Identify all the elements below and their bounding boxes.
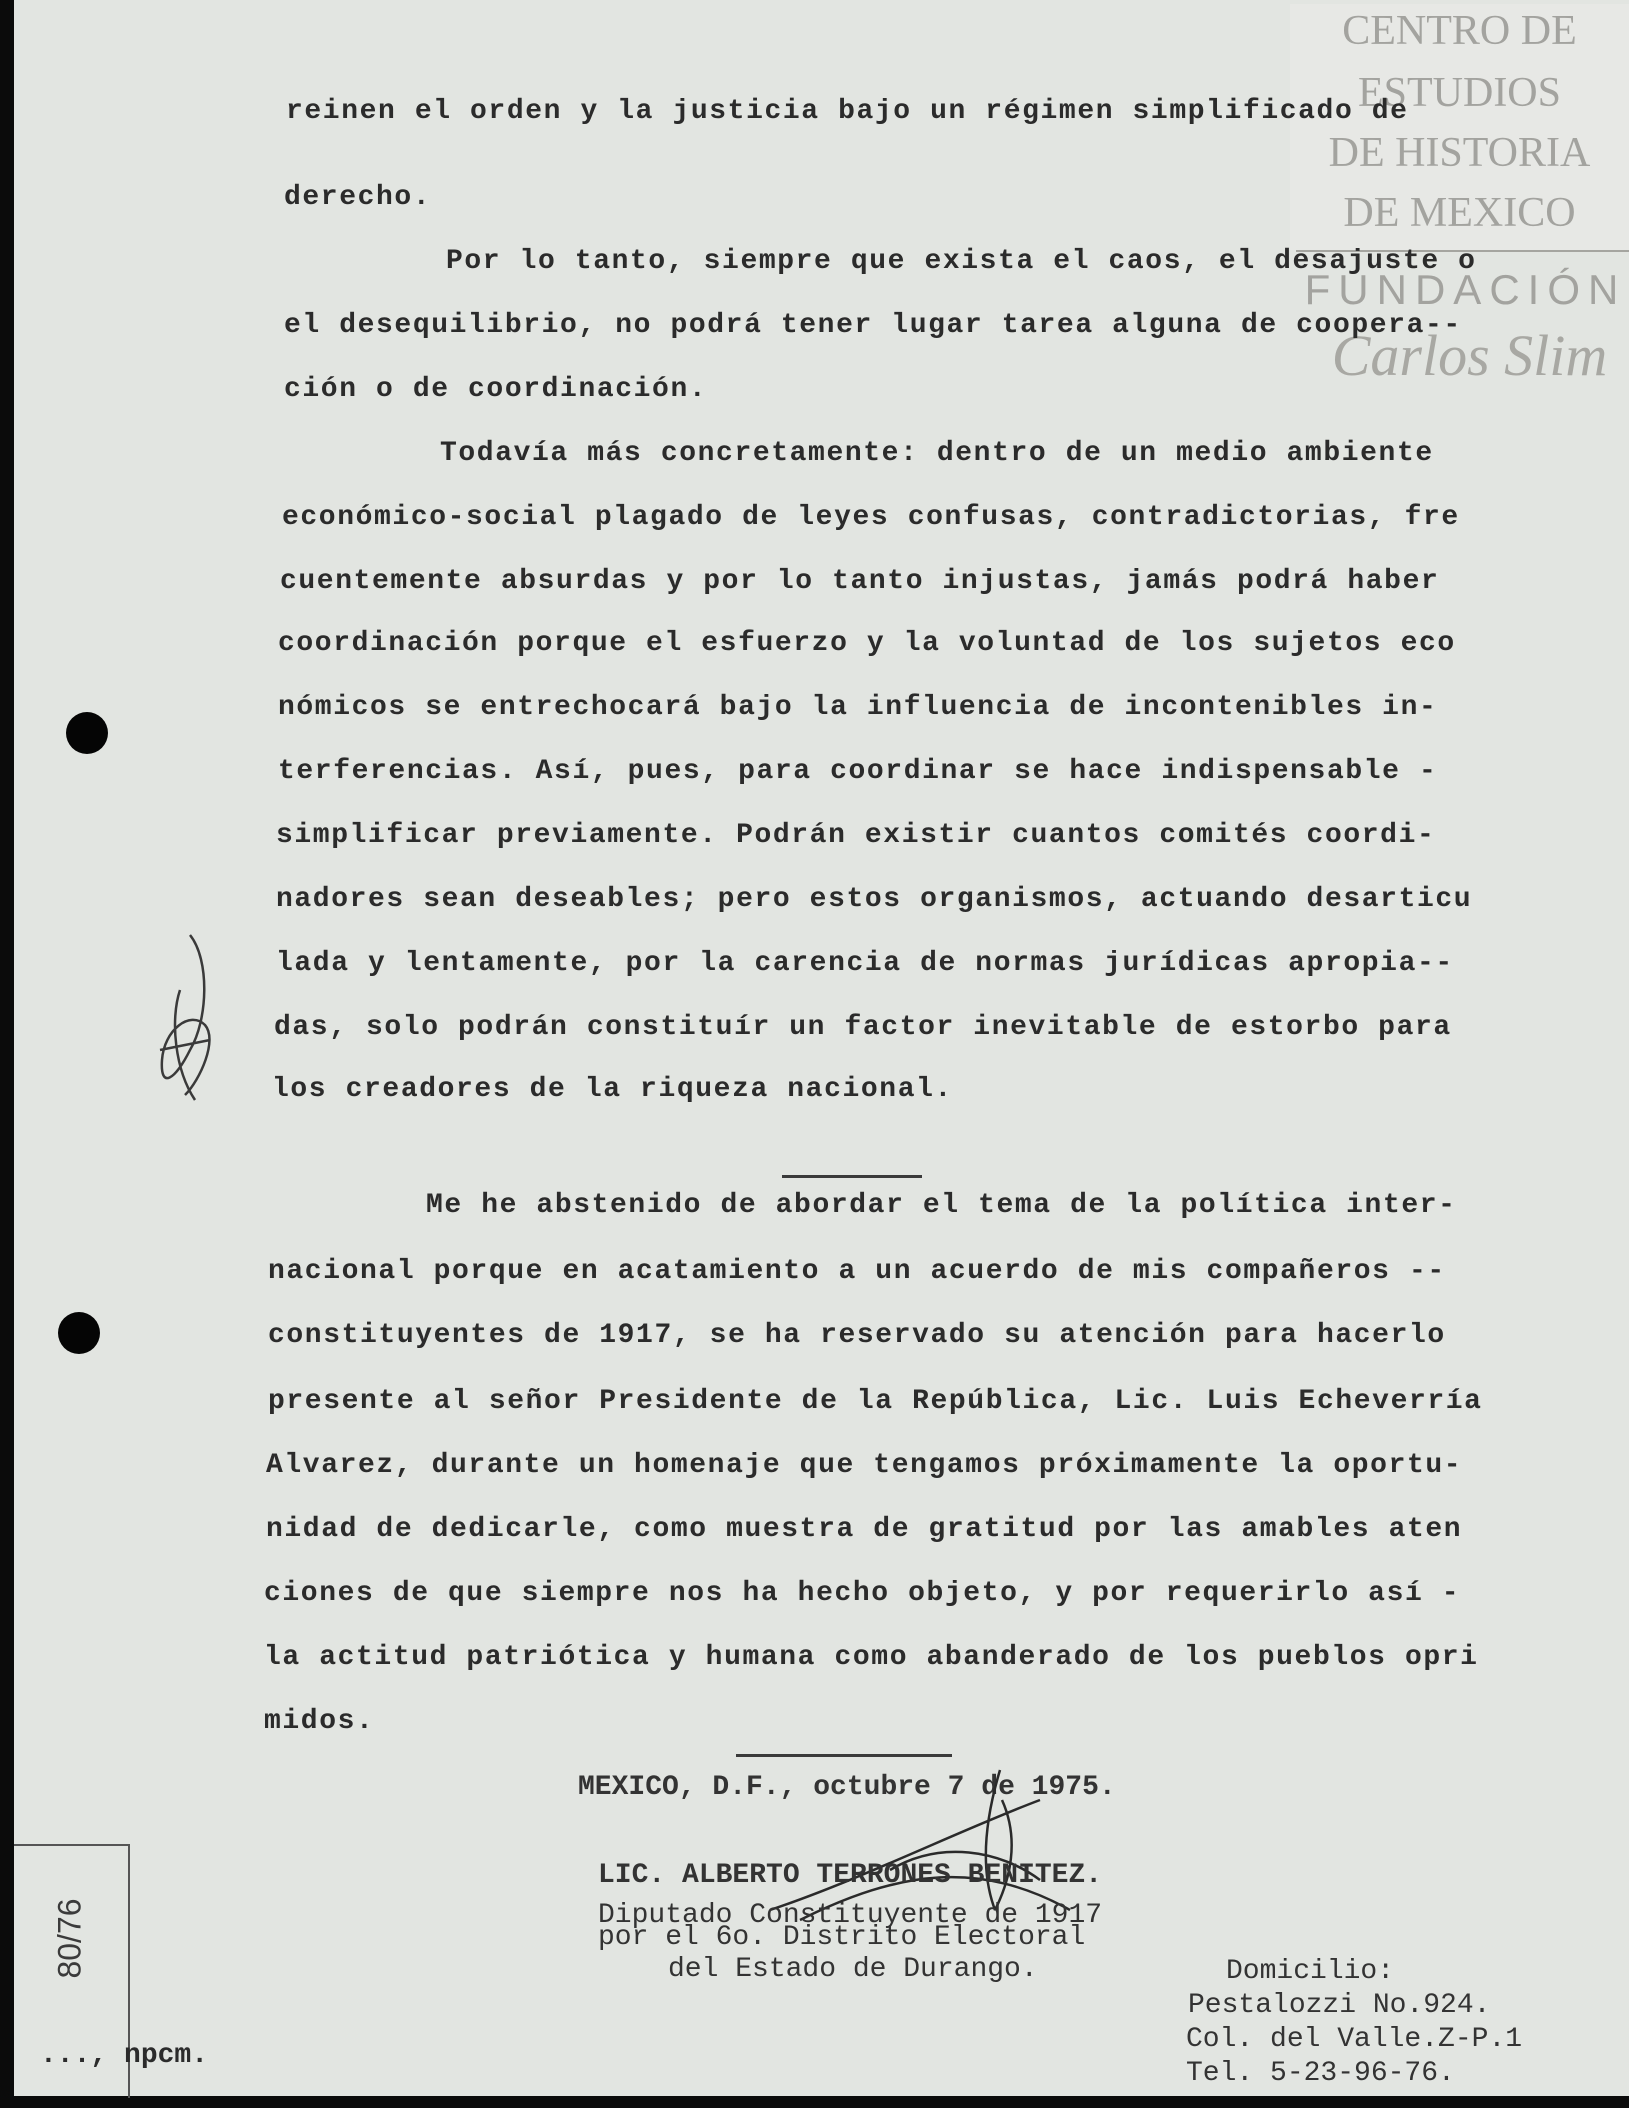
- text-line: presente al señor Presidente de la República, Lic. Luis Echeverría: [268, 1386, 1483, 1417]
- text-line: Me he abstenido de abordar el tema de la política inter-: [426, 1190, 1457, 1221]
- punch-hole: [66, 712, 108, 754]
- text-line: nadores sean deseables; pero estos organismos, actuando desarticu: [276, 884, 1473, 915]
- address-street: Pestalozzi No.924.: [1188, 1990, 1491, 2021]
- text-line: Todavía más concretamente: dentro de un medio ambiente: [440, 438, 1434, 469]
- archive-watermark: [1290, 4, 1629, 250]
- watermark-line: DE MEXICO: [1343, 190, 1576, 236]
- text-line: los creadores de la riqueza nacional.: [272, 1074, 953, 1105]
- text-line: Alvarez, durante un homenaje que tengamos próximamente la oportu-: [266, 1450, 1463, 1481]
- text-line: midos.: [264, 1706, 375, 1737]
- handwritten-initials: [150, 930, 230, 1105]
- text-line: constituyentes de 1917, se ha reservado su atención para hacerlo: [268, 1320, 1446, 1351]
- text-line: reinen el orden y la justicia bajo un régimen simplificado de: [286, 96, 1409, 127]
- text-line: ción o de coordinación.: [284, 374, 708, 405]
- archive-number: 80/76: [51, 1898, 88, 1979]
- text-line: nacional porque en acatamiento a un acuerdo de mis compañeros --: [268, 1256, 1446, 1287]
- signatory-name: LIC. ALBERTO TERRONES BENITEZ.: [598, 1860, 1103, 1891]
- text-line: Por lo tanto, siempre que exista el caos, el desajuste o: [446, 246, 1477, 277]
- place-date: MEXICO, D.F., octubre 7 de 1975.: [578, 1772, 1116, 1803]
- watermark-foundation: FUNDACIÓN: [1304, 266, 1627, 313]
- text-line: terferencias. Así, pues, para coordinar se hace indispensable -: [278, 756, 1438, 787]
- section-divider: [782, 1175, 922, 1178]
- text-line: simplificar previamente. Podrán existir cuantos comités coordi-: [276, 820, 1436, 851]
- text-line: el desequilibrio, no podrá tener lugar tarea alguna de coopera--: [284, 310, 1462, 341]
- typist-initials: ..., npcm.: [40, 2040, 209, 2071]
- text-line: económico-social plagado de leyes confusas, contradictorias, fre: [282, 502, 1460, 533]
- signatory-title: por el 6o. Distrito Electoral: [598, 1922, 1086, 1953]
- watermark-signature: Carlos Slim: [1331, 323, 1608, 388]
- text-line: nidad de dedicarle, como muestra de gratitud por las amables aten: [266, 1514, 1463, 1545]
- address-colony: Col. del Valle.Z-P.1: [1186, 2024, 1523, 2055]
- signatory-title: del Estado de Durango.: [668, 1954, 1038, 1985]
- watermark-line: CENTRO DE: [1342, 8, 1577, 54]
- text-line: nómicos se entrechocará bajo la influencia de incontenibles in-: [278, 692, 1438, 723]
- text-line: lada y lentamente, por la carencia de normas jurídicas apropia--: [276, 948, 1454, 979]
- text-line: ciones de que siempre nos ha hecho objeto, y por requerirlo así -: [264, 1578, 1461, 1609]
- text-line: la actitud patriótica y humana como abanderado de los pueblos opri: [264, 1642, 1479, 1673]
- text-line: coordinación porque el esfuerzo y la voluntad de los sujetos eco: [278, 628, 1456, 659]
- watermark-line: ESTUDIOS: [1357, 70, 1561, 116]
- text-line: cuentemente absurdas y por lo tanto injustas, jamás podrá haber: [280, 566, 1440, 597]
- text-line: das, solo podrán constituír un factor inevitable de estorbo para: [274, 1012, 1452, 1043]
- address-phone: Tel. 5-23-96-76.: [1186, 2058, 1455, 2089]
- watermark-line: DE HISTORIA: [1328, 130, 1591, 176]
- punch-hole: [58, 1312, 100, 1354]
- signatory-title: Diputado Constituyente de 1917: [598, 1900, 1103, 1931]
- section-divider: [736, 1754, 952, 1757]
- text-line: derecho.: [284, 182, 432, 213]
- address-label: Domicilio:: [1226, 1956, 1395, 1987]
